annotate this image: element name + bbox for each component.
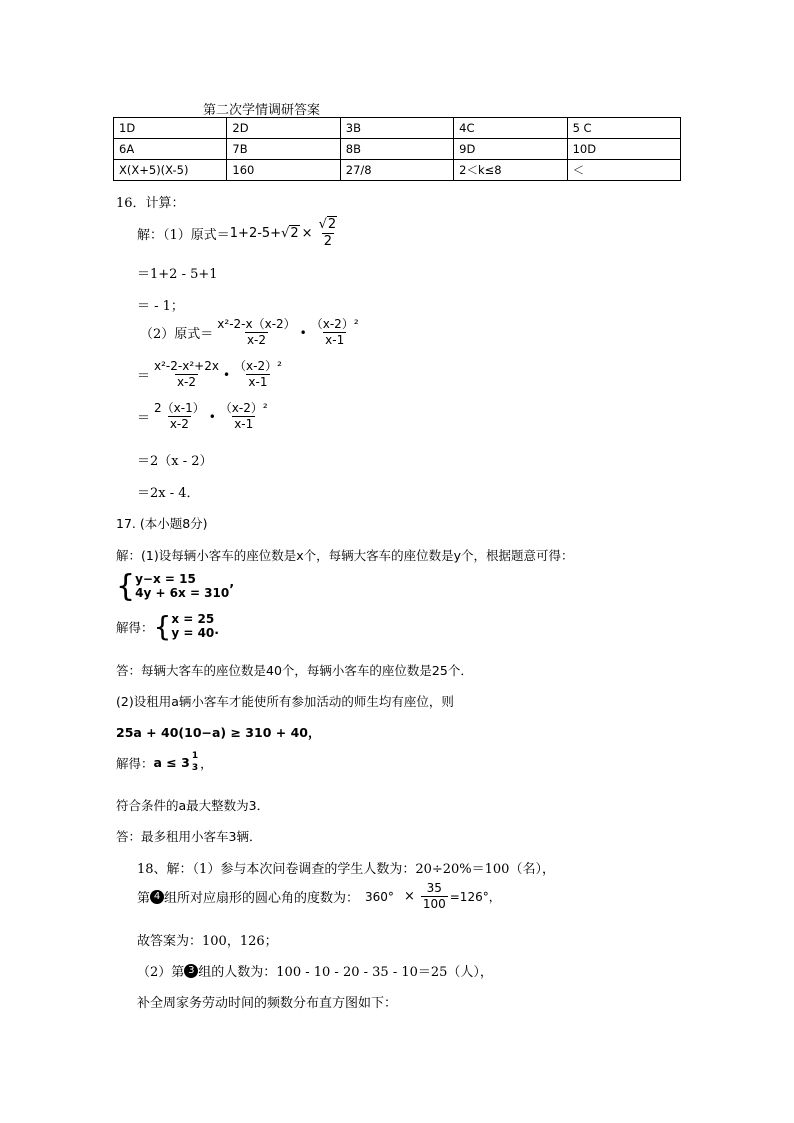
q18-text: （2）第 [137, 965, 185, 980]
fraction [152, 402, 207, 431]
fraction [309, 318, 361, 347]
q16-p1-step3: ＝ - 1； [137, 299, 184, 314]
fraction [232, 360, 284, 389]
table-cell: 8B [340, 139, 453, 160]
system-line: 4y + 6x = 310 [135, 586, 230, 600]
fraction-numerator: x²-2-x²+2x [154, 359, 219, 373]
q16-p1-intro: 解：（1）原式＝ [137, 228, 230, 244]
q16-p2-step4: ＝2（x - 2） [137, 454, 213, 469]
inequality-expr: a ≤ 3 [153, 755, 190, 771]
fraction [190, 752, 200, 774]
fraction-denominator: x-2 [246, 333, 267, 348]
table-row [114, 160, 681, 181]
table-cell: 160 [227, 160, 340, 181]
table-cell: 27/8 [340, 160, 453, 181]
q16-heading: 16．计算： [116, 196, 185, 211]
system-line: x = 25 [171, 612, 215, 627]
q17-max-integer: 符合条件的a最大整数为3． [116, 798, 270, 813]
fraction [152, 360, 221, 389]
fraction-denominator: x-1 [325, 333, 345, 348]
fraction-numerator: x²-2-x（x-2） [217, 317, 296, 331]
fraction-denominator: x-1 [234, 417, 254, 432]
equals-sign: ＝ [137, 369, 151, 385]
fraction-denominator: 2 [323, 234, 332, 250]
table-cell: 2＜k≤8 [454, 160, 567, 181]
q18-line4 [137, 961, 493, 980]
q17-heading: 17. (本小题8分) [116, 516, 208, 531]
sqrt-radicand: 2 [290, 226, 299, 242]
fraction-denominator: x-2 [176, 375, 197, 390]
degree-value: 360° [365, 889, 394, 904]
q17-answer1: 答：每辆大客车的座位数是40个，每辆小客车的座位数是25个． [116, 663, 473, 678]
system-tail: . [214, 622, 220, 637]
table-cell: 9D [454, 139, 567, 160]
fraction [215, 318, 297, 347]
fraction-denominator: 100 [422, 897, 446, 912]
solve-label: 解得： [116, 620, 154, 635]
brace-symbol: { [116, 569, 136, 604]
q17-part2: (2)设租用a辆小客车才能使所有参加活动的师生均有座位，则 [116, 694, 454, 709]
system-lines [171, 613, 214, 641]
fraction-numerator: 35 [426, 881, 442, 895]
equation-system-1 [116, 569, 235, 604]
page-title: 第二次学情调研答案 [203, 103, 321, 118]
times-sign: × [301, 226, 313, 242]
fraction-numerator: （x-2）² [219, 401, 268, 415]
q16-part1-line1 [137, 218, 341, 250]
fraction [421, 882, 448, 911]
multiply-dot: • [299, 325, 307, 340]
table-cell: 6A [114, 139, 227, 160]
q18-text: 第 [137, 891, 151, 907]
system-line: y−x = 15 [135, 572, 196, 587]
multiply-dot: • [208, 409, 216, 424]
table-cell: 10D [567, 139, 680, 160]
fraction-denominator: x-2 [169, 417, 189, 432]
brace-symbol: { [153, 610, 172, 643]
answer-table [113, 117, 681, 181]
q18-line2 [137, 882, 501, 911]
system-lines [135, 573, 229, 601]
q16-p1-step2: ＝1+2 - 5+1 [137, 267, 218, 282]
table-cell: ＜ [567, 160, 680, 181]
fraction-denominator: 3 [191, 762, 199, 773]
equals-sign: ＝ [137, 411, 151, 427]
fraction: $\frac{√2}{2}$ [318, 217, 337, 250]
q16-part2-line2 [137, 360, 286, 389]
table-cell: 5 C [567, 118, 680, 139]
q18-text: 组所对应扇形的圆心角的度数为： [164, 891, 360, 907]
sqrt-symbol: √2 [281, 226, 299, 242]
system-tail: ’ [229, 583, 235, 598]
q17-answer2: 答：最多租用小客车3辆． [116, 829, 262, 844]
q16-part2-line1 [140, 318, 363, 347]
q16-p2-step5: ＝2x - 4． [137, 486, 200, 501]
solve-label: 解得： [116, 755, 154, 771]
fraction-numerator: 2（x-1） [154, 401, 205, 415]
circled-number-icon: 4 [150, 890, 164, 904]
fraction-denominator: x-1 [248, 375, 268, 390]
table-cell: 3B [340, 118, 453, 139]
q18-line5: 补全周家务劳动时间的频数分布直方图如下： [137, 996, 398, 1011]
q16-part2-line3 [137, 402, 272, 431]
q18-line3: 故答案为：100，126； [137, 934, 278, 949]
table-row [114, 118, 681, 139]
multiply-dot: • [222, 367, 231, 382]
q17-inequality: 25a + 40(10−a) ≥ 310 + 40， [116, 725, 321, 740]
inequality-tail: ， [200, 755, 213, 771]
q16-p1-expr: 1+2-5+ [229, 226, 282, 242]
fraction-numerator: 2 [327, 217, 337, 232]
q18-result: =126°， [449, 890, 501, 905]
q17-part1: 解：(1)设每辆小客车的座位数是x个，每辆大客车的座位数是y个，根据题意可得： [116, 548, 574, 563]
fraction-numerator: （x-2）² [310, 317, 359, 331]
system-line: y = 40 [171, 626, 215, 640]
times-sign: × [403, 889, 415, 905]
table-cell: 7B [227, 139, 340, 160]
table-cell: 2D [227, 118, 340, 139]
table-cell: 4C [454, 118, 567, 139]
table-cell: X(X+5)(X-5) [114, 160, 227, 181]
q18-line1: 18、解：（1）参与本次问卷调查的学生人数为：20÷20%＝100（名）， [137, 862, 555, 877]
table-cell: 1D [114, 118, 227, 139]
fraction [218, 402, 270, 431]
q16-p2-intro: （2）原式＝ [140, 327, 214, 343]
fraction-numerator: （x-2）² [234, 359, 282, 373]
equation-system-2 [116, 610, 220, 643]
q17-solve2 [116, 752, 213, 774]
circled-number-icon: 3 [184, 964, 198, 978]
q18-text: 组的人数为：100 - 10 - 20 - 35 - 10＝25（人）， [198, 965, 493, 980]
fraction-numerator: 1 [191, 751, 199, 761]
table-row [114, 139, 681, 160]
